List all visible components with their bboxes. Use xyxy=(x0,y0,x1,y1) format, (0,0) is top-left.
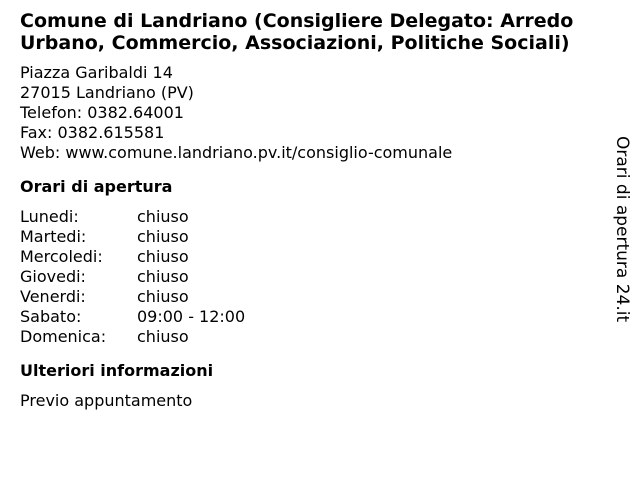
day-label: Domenica: xyxy=(20,327,107,346)
hours-row-sabato xyxy=(20,307,600,327)
day-hours: chiuso xyxy=(137,267,189,286)
address-block xyxy=(20,63,600,163)
day-hours: chiuso xyxy=(137,287,189,306)
day-label: Venerdi: xyxy=(20,287,86,306)
opening-hours-table xyxy=(20,207,600,347)
day-hours: chiuso xyxy=(137,247,189,266)
city-address: 27015 Landriano (PV) xyxy=(20,83,194,102)
hours-row-martedi xyxy=(20,227,600,247)
additional-info-heading: Ulteriori informazioni xyxy=(20,361,214,380)
day-hours: 09:00 - 12:00 xyxy=(137,307,246,326)
day-label: Mercoledi: xyxy=(20,247,103,266)
hours-row-mercoledi xyxy=(20,247,600,267)
hours-row-venerdi xyxy=(20,287,600,307)
hours-row-lunedi xyxy=(20,207,600,227)
hours-row-domenica xyxy=(20,327,600,347)
day-label: Martedi: xyxy=(20,227,87,246)
day-label: Giovedi: xyxy=(20,267,86,286)
site-watermark: Orari di apertura 24.it xyxy=(612,136,632,323)
phone-number: Telefon: 0382.64001 xyxy=(20,103,184,122)
day-hours: chiuso xyxy=(137,327,189,346)
day-label: Lunedi: xyxy=(20,207,79,226)
business-info-card xyxy=(20,10,600,411)
fax-number: Fax: 0382.615581 xyxy=(20,123,165,142)
opening-hours-heading: Orari di apertura xyxy=(20,177,173,196)
hours-row-giovedi xyxy=(20,267,600,287)
day-hours: chiuso xyxy=(137,207,189,226)
day-label: Sabato: xyxy=(20,307,82,326)
day-hours: chiuso xyxy=(137,227,189,246)
street-address: Piazza Garibaldi 14 xyxy=(20,63,173,82)
page-title: Comune di Landriano (Consigliere Delegato: Arredo Urbano, Commercio, Associazioni, Politiche Sociali) xyxy=(20,10,574,54)
additional-info-text: Previo appuntamento xyxy=(20,391,193,410)
website-link[interactable]: Web: www.comune.landriano.pv.it/consiglio-comunale xyxy=(20,143,453,162)
